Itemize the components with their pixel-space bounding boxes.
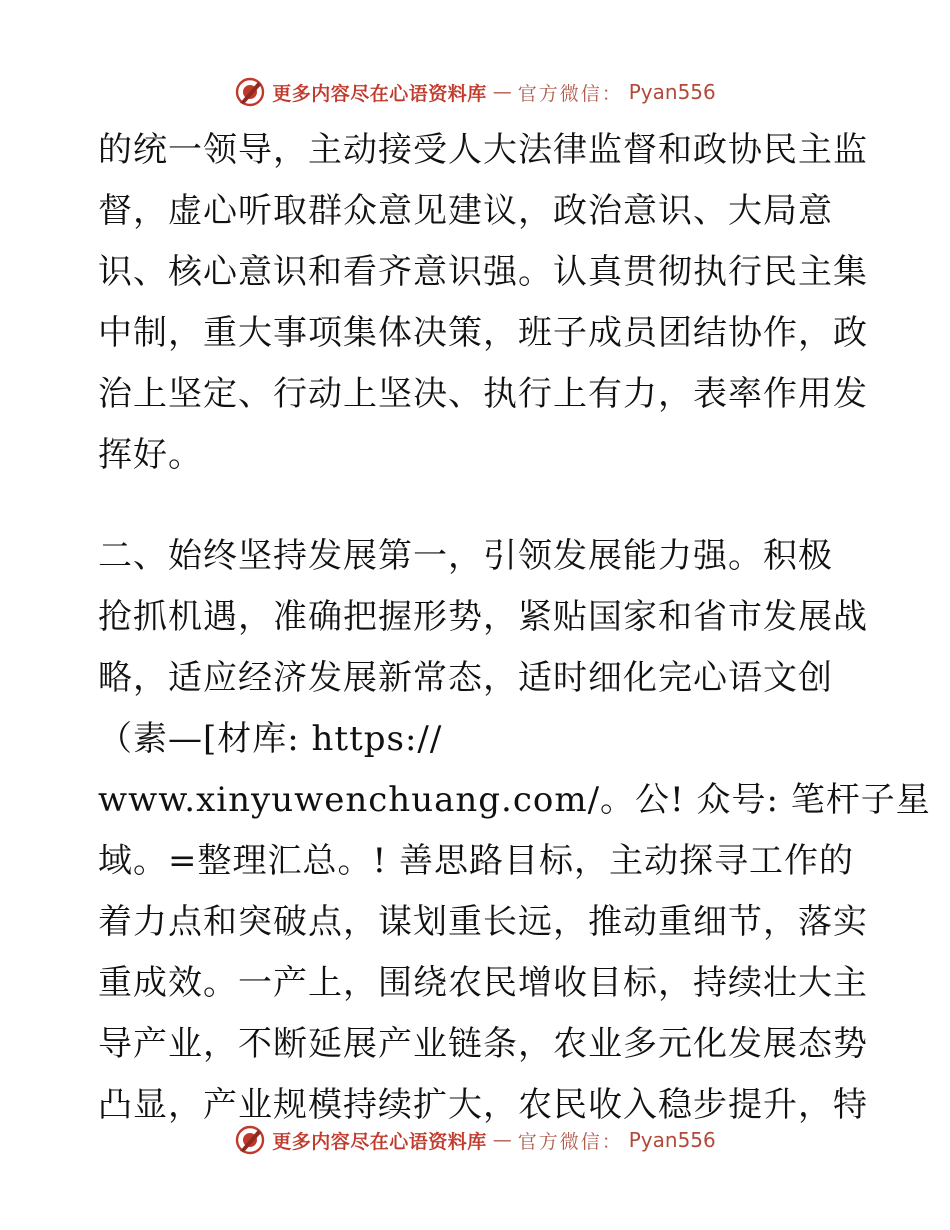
text-line: 识、核心意识和看齐意识强。认真贯彻执行民主集 — [98, 252, 868, 292]
banner-slogan: 更多内容尽在心语资料库 — [272, 82, 487, 105]
banner-slogan: 更多内容尽在心语资料库 — [272, 1130, 487, 1153]
text-line: 凸显，产业规模持续扩大，农民收入稳步提升，特 — [98, 1085, 868, 1125]
wechat-label: 官方微信： — [517, 1130, 623, 1153]
text-line: www.xinyuwenchuang.com/。公! 众号: 笔杆子星 — [98, 780, 931, 820]
footer-banner — [0, 1120, 950, 1160]
text-line: 二、始终坚持发展第一，引领发展能力强。积极 — [98, 536, 833, 576]
header-banner — [0, 72, 950, 112]
quill-logo-icon — [234, 76, 266, 108]
text-line: 督，虚心听取群众意见建议，政治意识、大局意 — [98, 191, 833, 231]
wechat-label: 官方微信： — [517, 82, 623, 105]
text-line: 治上坚定、行动上坚决、执行上有力，表率作用发 — [98, 374, 868, 414]
paragraph-1 — [98, 120, 868, 486]
paragraph-gap — [98, 486, 858, 526]
text-line: 抢抓机遇，准确把握形势，紧贴国家和省市发展战 — [98, 597, 868, 637]
text-line: 中制，重大事项集体决策，班子成员团结协作，政 — [98, 313, 868, 353]
text-line: （素—[材库: https:// — [98, 719, 443, 759]
text-line: 导产业，不断延展产业链条，农业多元化发展态势 — [98, 1024, 868, 1064]
text-line: 的统一领导，主动接受人大法律监督和政协民主监 — [98, 130, 868, 170]
text-line: 域。=整理汇总。! 善思路目标，主动探寻工作的 — [98, 841, 854, 881]
wechat-id: Pyan556 — [628, 1128, 716, 1152]
text-line: 略，适应经济发展新常态，适时细化完心语文创 — [98, 658, 833, 698]
text-line: 挥好。 — [98, 435, 203, 475]
wechat-id: Pyan556 — [628, 80, 716, 104]
document-body — [98, 120, 931, 1136]
quill-logo-icon — [234, 1124, 266, 1156]
text-line: 重成效。一产上，围绕农民增收目标，持续壮大主 — [98, 963, 868, 1003]
banner-separator: — — [492, 1129, 512, 1151]
banner-separator: — — [492, 81, 512, 103]
text-line: 着力点和突破点，谋划重长远，推动重细节，落实 — [98, 902, 868, 942]
paragraph-2 — [98, 526, 931, 1136]
